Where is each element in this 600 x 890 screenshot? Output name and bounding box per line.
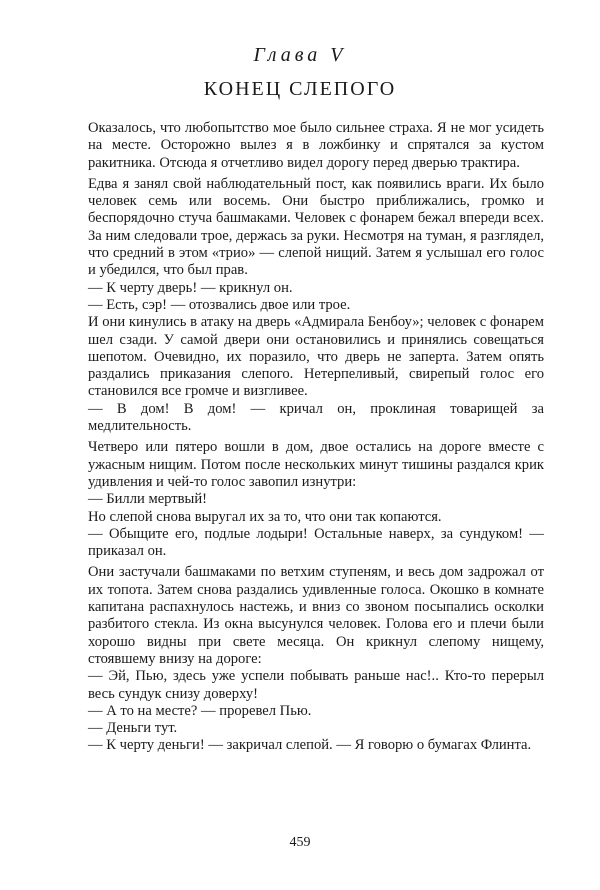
- dialogue-line: — Есть, сэр! — отозвались двое или трое.: [88, 296, 351, 313]
- paragraph: Едва я занял свой наблюдательный пост, как появились враги. Их было человек семь или восемь. Они быстро приближались, громко и беспорядочно стуча башмаками. Человек с фонарем бежал впереди всех. За ним следовали трое, держась за руки. Несмотря на туман, я разглядел, что средний в этом «трио» — слепой нищий. Затем я услышал его голос и убедился, что был прав.: [88, 175, 544, 279]
- paragraph: Они застучали башмаками по ветхим ступеням, и весь дом задрожал от их топота. Затем снова раздались удивленные голоса. Окошко в комнате капитана распахнулось настежь, и вниз со звоном посыпались осколки разбитого стекла. Из окна высунулся человек. Голова его и плечи были хорошо видны при свете месяца. Он крикнул слепому нищему, стоявшему внизу на дороге:: [88, 564, 544, 667]
- dialogue-line: — Деньги тут.: [88, 720, 178, 737]
- paragraph: Четверо или пятеро вошли в дом, двое остались на дороге вместе с ужасным нищим. Потом после нескольких минут тишины раздался крик удивления и чей-то голос завопил изнутри:: [88, 439, 544, 490]
- chapter-body: [88, 120, 544, 755]
- paragraph: И они кинулись в атаку на дверь «Адмирала Бенбоу»; человек с фонарем шел сзади. У самой двери они остановились и принялись совещаться шепотом. Очевидно, их поразило, что дверь не заперта. Затем опять раздались приказания слепого. Нетерпеливый, свирепый голос его становился все громче и визгливее.: [88, 314, 544, 400]
- chapter-title: КОНЕЦ СЛЕПОГО: [203, 78, 397, 100]
- dialogue-line: — К черту деньги! — закричал слепой. — Я говорю о бумагах Флинта.: [88, 737, 532, 754]
- paragraph: Но слепой снова выругал их за то, что они так копаются.: [88, 508, 442, 525]
- dialogue-line: — К черту дверь! — крикнул он.: [88, 279, 293, 296]
- dialogue-line: — Билли мертвый!: [88, 491, 208, 508]
- chapter-number: Глава V: [253, 44, 347, 66]
- paragraph: Оказалось, что любопытство мое было сильнее страха. Я не мог усидеть на месте. Осторожно вылез я в ложбинку и спрятался за кустом ракитника. Отсюда я отчетливо видел дорогу перед дверью трактира.: [88, 120, 544, 171]
- dialogue-line: — Эй, Пью, здесь уже успели побывать раньше нас!.. Кто-то перерыл весь сундук снизу доверху!: [88, 668, 544, 702]
- dialogue-line: — В дом! В дом! — кричал он, проклиная товарищей за медлительность.: [88, 400, 544, 435]
- page-number: 459: [289, 835, 311, 850]
- dialogue-line: — А то на месте? — проревел Пью.: [88, 702, 312, 719]
- dialogue-line: — Обыщите его, подлые лодыри! Остальные наверх, за сундуком! — приказал он.: [88, 525, 544, 560]
